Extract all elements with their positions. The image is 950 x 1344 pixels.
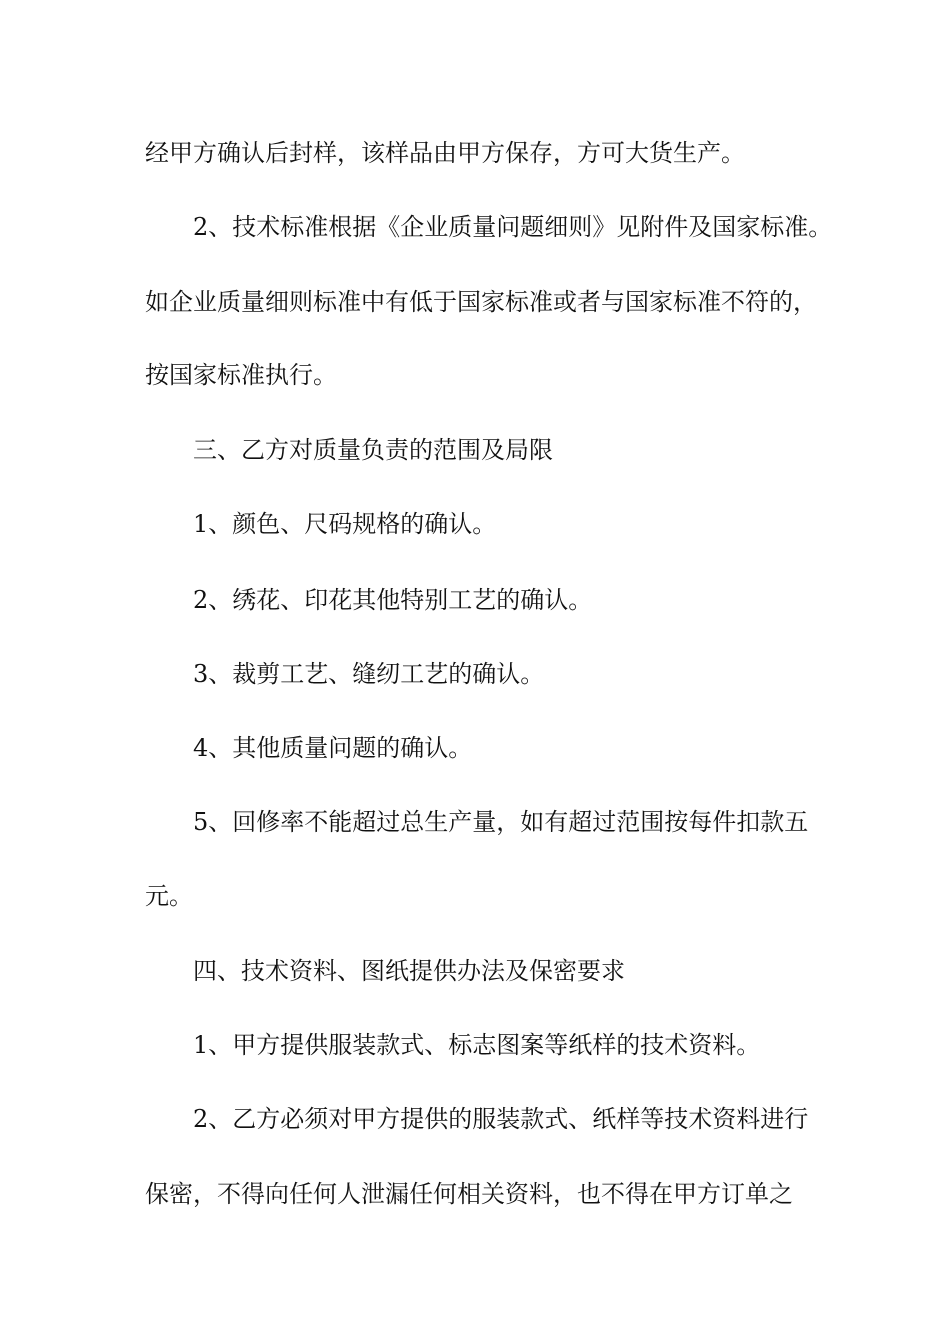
text-line: 保密，不得向任何人泄漏任何相关资料，也不得在甲方订单之 (145, 1180, 793, 1208)
section-heading: 四、技术资料、图纸提供办法及保密要求 (193, 957, 625, 985)
text-line: 2、乙方必须对甲方提供的服装款式、纸样等技术资料进行 (193, 1105, 809, 1133)
text-line: 2、技术标准根据《企业质量问题细则》见附件及国家标准。 (193, 213, 833, 241)
text-line: 3、裁剪工艺、缝纫工艺的确认。 (193, 660, 545, 688)
text-line: 经甲方确认后封样，该样品由甲方保存，方可大货生产。 (145, 139, 745, 167)
text-line: 5、回修率不能超过总生产量，如有超过范围按每件扣款五 (193, 808, 809, 836)
text-line: 1、颜色、尺码规格的确认。 (193, 510, 497, 538)
text-line: 1、甲方提供服装款式、标志图案等纸样的技术资料。 (193, 1031, 761, 1059)
text-line: 4、其他质量问题的确认。 (193, 734, 473, 762)
text-line: 按国家标准执行。 (145, 361, 337, 389)
text-line: 2、绣花、印花其他特别工艺的确认。 (193, 586, 593, 614)
text-line: 元。 (145, 882, 193, 910)
text-line: 如企业质量细则标准中有低于国家标准或者与国家标准不符的， (145, 288, 817, 316)
section-heading: 三、乙方对质量负责的范围及局限 (193, 436, 553, 464)
